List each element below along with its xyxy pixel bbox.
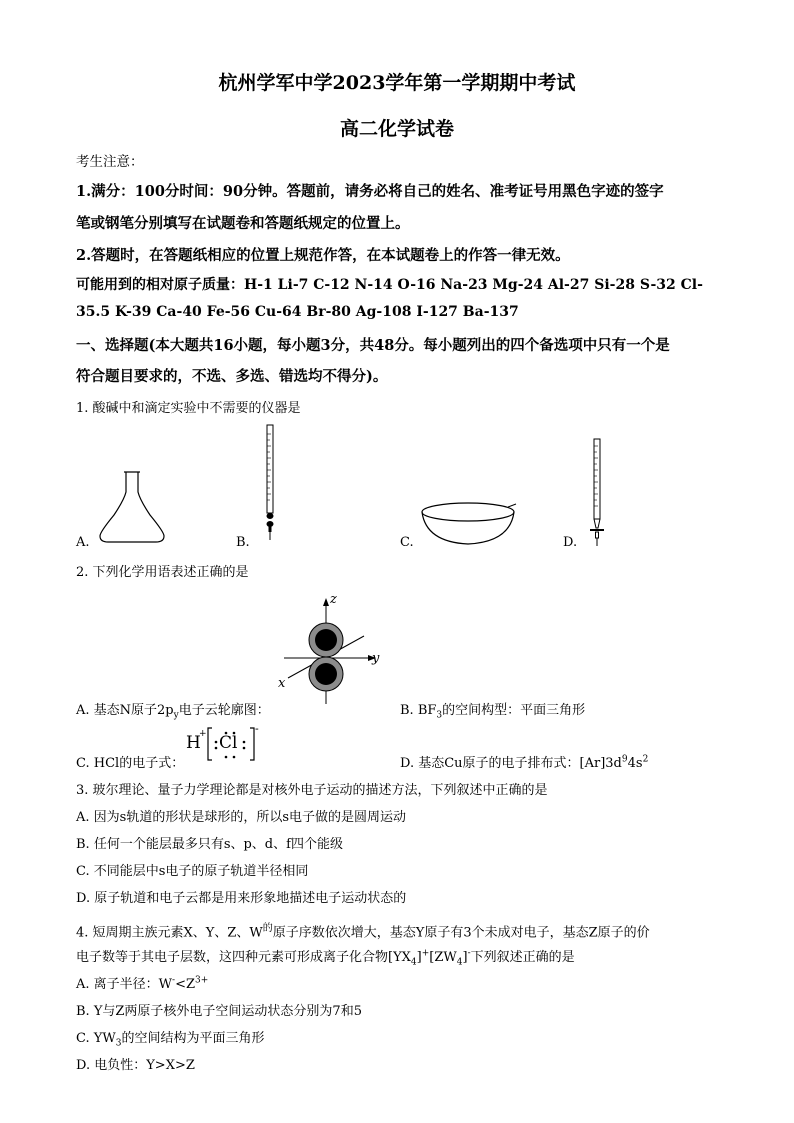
q1-option-c: C. [400, 535, 414, 550]
q4-option-c: C. $YW_3$的空间结构为平面三角形 [76, 1031, 265, 1049]
section1-line1: 一、选择题(本大题共16小题，每小题3分，共48分。每小题列出的四个备选项中只有一个是 [76, 337, 670, 354]
q4-option-a: A. 离子半径：$W^-<Z^{3+}$ [76, 975, 209, 992]
q4-option-b: B. Y与Z两原子核外电子空间运动状态分别为7和5 [76, 1004, 362, 1019]
notice-item1-line1: 1.满分：100分时间：90分钟。答题前，请务必将自己的姓名、准考证号用黑色字迹的签字 [76, 183, 664, 200]
q1-stem: 1. 酸碱中和滴定实验中不需要的仪器是 [76, 401, 301, 416]
formula-cl: Cl [219, 733, 238, 753]
2py-orbital-diagram [276, 592, 386, 708]
q2-option-d: D. 基态Cu原子的电子排布式：$[Ar]3d^94s^2$ [400, 754, 649, 771]
axis-z-label: z [330, 592, 337, 607]
exam-title: 杭州学军中学2023学年第一学期期中考试 [218, 72, 576, 94]
formula-minus: - [255, 722, 259, 735]
axis-y-label: y [372, 651, 380, 666]
atomic-masses-line1: 可能用到的相对原子质量：H-1 Li-7 C-12 N-14 O-16 Na-23 Mg-24 Al-27 Si-28 S-32 Cl- [76, 277, 703, 293]
q3-option-a: A. 因为s轨道的形状是球形的，所以s电子做的是圆周运动 [76, 810, 406, 825]
axis-x-label: x [278, 676, 286, 691]
q3-stem: 3. 玻尔理论、量子力学理论都是对核外电子运动的描述方法，下列叙述中正确的是 [76, 783, 548, 798]
section1-line2: 符合题目要求的，不选、多选、错选均不得分)。 [76, 368, 388, 385]
q4-stem-line2: 电子数等于其电子层数，这四种元素可形成离子化合物$[YX_4]^+[ZW_4]^-$下列叙述正确的是 [76, 948, 575, 968]
q2-stem: 2. 下列化学用语表述正确的是 [76, 565, 249, 580]
q3-option-d: D. 原子轨道和电子云都是用来形象地描述电子运动状态的 [76, 891, 407, 906]
q4-stem-line1: 4. 短周期主族元素X、Y、Z、$W^的$原子序数依次增大，基态Y原子有3个未成对电子，基态Z原子的价 [76, 923, 650, 941]
q2-option-b: B. $BF_3$的空间构型：平面三角形 [400, 703, 586, 721]
exam-subtitle: 高二化学试卷 [339, 118, 454, 140]
q3-option-c: C. 不同能层中s电子的原子轨道半径相同 [76, 864, 309, 879]
q2-option-a: A. 基态N原子$2p_y$电子云轮廓图： [76, 703, 270, 721]
evaporating-dish-image [418, 498, 518, 550]
notice-item1-line2: 笔或钢笔分别填写在试题卷和答题纸规定的位置上。 [76, 215, 410, 232]
q1-option-a: A. [76, 535, 90, 550]
acid-burette-image [262, 424, 278, 544]
q2-option-c: C. HCl的电子式： [76, 756, 185, 771]
q4-option-d: D. 电负性：Y>X>Z [76, 1058, 195, 1073]
notice-heading: 考生注意： [76, 154, 144, 170]
notice-item2: 2.答题时，在答题纸相应的位置上规范作答，在本试题卷上的作答一律无效。 [76, 247, 570, 264]
formula-plus: + [199, 729, 207, 739]
formula-h: H [186, 733, 201, 753]
q3-option-b: B. 任何一个能层最多只有s、p、d、f四个能级 [76, 837, 343, 852]
conical-flask-image [94, 470, 174, 545]
q1-option-d: D. [563, 535, 578, 550]
atomic-masses-line2: 35.5 K-39 Ca-40 Fe-56 Cu-64 Br-80 Ag-108 I-127 Ba-137 [76, 304, 519, 320]
base-burette-image [588, 438, 606, 550]
q1-option-b: B. [236, 535, 250, 550]
